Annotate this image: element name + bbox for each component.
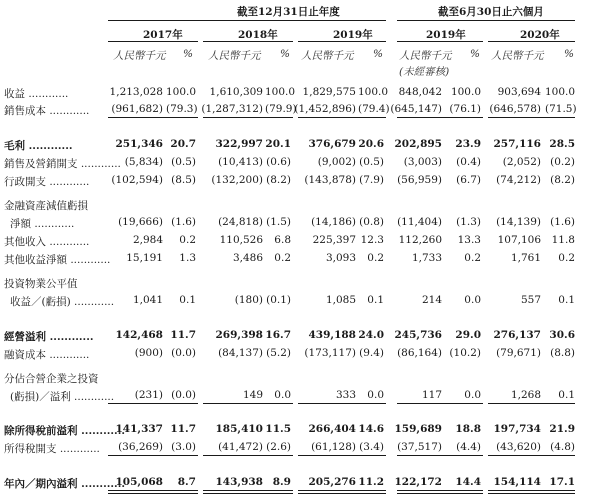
amount-cell: (1,287,312) <box>201 103 263 115</box>
unit-header: 人民幣千元 <box>301 50 354 62</box>
period-header-interim: 截至6月30日止六個月 <box>438 6 544 18</box>
total-rule <box>108 493 198 494</box>
percent-cell: 21.9 <box>549 423 575 435</box>
row-label: 行政開支 ............ <box>4 176 90 188</box>
percent-cell: (8.2) <box>550 174 575 186</box>
percent-cell: (0.1) <box>266 294 291 306</box>
amount-cell: (2,052) <box>502 156 541 168</box>
year-rule <box>108 41 198 42</box>
unaudited-note: (未經審核) <box>399 66 450 78</box>
amount-cell: (645,147) <box>390 103 442 115</box>
unit-header: 人民幣千元 <box>491 50 544 62</box>
percent-cell: 0.1 <box>558 389 575 401</box>
percent-cell: 100.0 <box>166 86 197 98</box>
total-rule <box>397 490 483 491</box>
total-rule <box>397 493 483 494</box>
row-label: 收益 ............ <box>4 88 69 100</box>
row-label: 投資物業公平值 <box>4 278 78 290</box>
percent-cell: (1.3) <box>456 216 481 228</box>
amount-cell: 3,093 <box>325 252 356 264</box>
percent-cell: (1.5) <box>266 216 291 228</box>
percent-cell: (2.6) <box>266 441 291 453</box>
percent-cell: 0.0 <box>274 389 291 401</box>
row-label: 分佔合營企業之投資 <box>4 373 99 385</box>
total-rule <box>488 455 575 456</box>
amount-cell: (19,666) <box>118 216 163 228</box>
total-rule <box>298 455 386 456</box>
amount-cell: (231) <box>134 389 163 401</box>
percent-cell: 18.8 <box>455 423 481 435</box>
amount-cell: 185,410 <box>215 423 263 435</box>
row-label: 收益／(虧損) ............ <box>10 296 115 308</box>
unit-header: % <box>470 48 480 60</box>
year-rule <box>488 41 575 42</box>
percent-cell: 14.4 <box>455 476 481 488</box>
row-label: 融資成本 ............ <box>4 349 90 361</box>
percent-cell: 11.2 <box>358 476 384 488</box>
row-label: 銷售及營銷開支 ............ <box>4 158 121 170</box>
total-rule <box>397 455 483 456</box>
percent-cell: (5.2) <box>266 347 291 359</box>
percent-cell: (1.6) <box>550 216 575 228</box>
amount-cell: (143,878) <box>304 174 356 186</box>
amount-cell: 112,260 <box>398 234 442 246</box>
percent-cell: 0.2 <box>464 252 481 264</box>
amount-cell: 149 <box>242 389 263 401</box>
amount-cell: (86,164) <box>397 347 442 359</box>
amount-cell: (74,212) <box>496 174 541 186</box>
row-label: 除所得稅前溢利 ............ <box>4 425 126 437</box>
unit-header: 人民幣千元 <box>113 50 166 62</box>
percent-cell: (1.6) <box>171 216 196 228</box>
percent-cell: (4.8) <box>550 441 575 453</box>
total-rule <box>203 403 293 404</box>
amount-cell: 143,938 <box>215 476 263 488</box>
row-label: 淨額 ............ <box>10 218 75 230</box>
total-rule <box>108 455 198 456</box>
amount-cell: 105,068 <box>115 476 163 488</box>
amount-cell: 903,694 <box>497 86 541 98</box>
percent-cell: 100.0 <box>265 86 296 98</box>
total-rule <box>108 490 198 491</box>
percent-cell: 0.1 <box>558 294 575 306</box>
amount-cell: 2,984 <box>132 234 163 246</box>
percent-cell: (0.0) <box>171 347 196 359</box>
percent-cell: 12.3 <box>360 234 384 246</box>
amount-cell: 848,042 <box>398 86 442 98</box>
amount-cell: (173,117) <box>304 347 356 359</box>
amount-cell: (10,413) <box>218 156 263 168</box>
unit-header: 人民幣千元 <box>399 50 452 62</box>
amount-cell: 122,172 <box>394 476 442 488</box>
amount-cell: 439,188 <box>308 329 356 341</box>
amount-cell: 1,829,575 <box>302 86 356 98</box>
total-rule <box>203 490 293 491</box>
amount-cell: 266,404 <box>308 423 356 435</box>
percent-cell: (3.4) <box>359 441 384 453</box>
amount-cell: 117 <box>421 389 442 401</box>
amount-cell: (36,269) <box>118 441 163 453</box>
percent-cell: 11.5 <box>265 423 291 435</box>
percent-cell: (8.5) <box>171 174 196 186</box>
amount-cell: (900) <box>134 347 163 359</box>
total-rule <box>203 455 293 456</box>
percent-cell: (79.4) <box>358 103 390 115</box>
amount-cell: (11,404) <box>397 216 442 228</box>
amount-cell: (180) <box>234 294 263 306</box>
amount-cell: (9,002) <box>317 156 356 168</box>
amount-cell: (14,139) <box>496 216 541 228</box>
percent-cell: 11.7 <box>170 329 196 341</box>
percent-cell: 20.6 <box>358 138 384 150</box>
total-rule <box>397 117 483 118</box>
period-header-annual: 截至12月31日止年度 <box>237 6 340 18</box>
row-label: 所得稅開支 ............ <box>4 443 100 455</box>
year-rule <box>298 41 386 42</box>
percent-cell: 0.2 <box>558 252 575 264</box>
amount-cell: 154,114 <box>493 476 541 488</box>
percent-cell: 0.1 <box>367 294 384 306</box>
amount-cell: (61,128) <box>311 441 356 453</box>
percent-cell: 100.0 <box>358 86 389 98</box>
percent-cell: 8.9 <box>272 476 291 488</box>
percent-cell: 8.7 <box>177 476 196 488</box>
year-rule <box>203 41 293 42</box>
total-rule <box>108 403 198 404</box>
amount-cell: 245,736 <box>394 329 442 341</box>
amount-cell: 1,610,309 <box>209 86 263 98</box>
amount-cell: 197,734 <box>493 423 541 435</box>
percent-cell: (0.0) <box>171 389 196 401</box>
annual-period-rule <box>108 20 386 21</box>
amount-cell: 159,689 <box>394 423 442 435</box>
percent-cell: 0.2 <box>179 234 196 246</box>
percent-cell: 11.8 <box>551 234 575 246</box>
percent-cell: (0.4) <box>456 156 481 168</box>
amount-cell: 269,398 <box>215 329 263 341</box>
amount-cell: 3,486 <box>232 252 263 264</box>
amount-cell: 376,679 <box>308 138 356 150</box>
row-label: 銷售成本 ............ <box>4 105 90 117</box>
amount-cell: 1,213,028 <box>109 86 163 98</box>
percent-cell: 28.5 <box>549 138 575 150</box>
amount-cell: (24,818) <box>218 216 263 228</box>
percent-cell: (8.2) <box>266 174 291 186</box>
row-label: 其他收入 ............ <box>4 236 90 248</box>
total-rule <box>298 117 386 118</box>
percent-cell: 0.1 <box>179 294 196 306</box>
percent-cell: (3.0) <box>171 441 196 453</box>
amount-cell: 1,041 <box>132 294 163 306</box>
amount-cell: 205,276 <box>308 476 356 488</box>
amount-cell: (961,682) <box>111 103 163 115</box>
amount-cell: 257,116 <box>493 138 541 150</box>
amount-cell: 251,346 <box>115 138 163 150</box>
amount-cell: (14,186) <box>311 216 356 228</box>
amount-cell: 333 <box>335 389 356 401</box>
total-rule <box>298 490 386 491</box>
percent-cell: 100.0 <box>545 86 576 98</box>
percent-cell: 0.0 <box>464 389 481 401</box>
amount-cell: (79,671) <box>496 347 541 359</box>
total-rule <box>488 117 575 118</box>
amount-cell: (102,594) <box>111 174 163 186</box>
total-rule <box>488 490 575 491</box>
year-header: 2017年 <box>143 29 183 41</box>
amount-cell: (56,959) <box>397 174 442 186</box>
unit-header: % <box>183 48 193 60</box>
row-label: 其他收益淨額 ............ <box>4 254 111 266</box>
unit-header: % <box>280 48 290 60</box>
amount-cell: 142,468 <box>115 329 163 341</box>
percent-cell: 100.0 <box>450 86 481 98</box>
percent-cell: (8.8) <box>550 347 575 359</box>
percent-cell: 23.9 <box>455 138 481 150</box>
amount-cell: 202,895 <box>394 138 442 150</box>
total-rule <box>488 403 575 404</box>
percent-cell: 6.8 <box>274 234 291 246</box>
percent-cell: (9.4) <box>359 347 384 359</box>
amount-cell: (37,517) <box>397 441 442 453</box>
percent-cell: 0.2 <box>274 252 291 264</box>
percent-cell: 13.3 <box>457 234 481 246</box>
percent-cell: 16.7 <box>265 329 291 341</box>
percent-cell: 17.1 <box>549 476 575 488</box>
amount-cell: 225,397 <box>312 234 356 246</box>
amount-cell: (41,472) <box>218 441 263 453</box>
total-rule <box>298 403 386 404</box>
year-header: 2018年 <box>238 29 278 41</box>
amount-cell: 1,761 <box>510 252 541 264</box>
interim-period-rule <box>397 20 575 21</box>
percent-cell: (0.5) <box>359 156 384 168</box>
amount-cell: (3,003) <box>403 156 442 168</box>
year-header: 2019年 <box>426 29 466 41</box>
percent-cell: (10.2) <box>449 347 481 359</box>
percent-cell: (0.8) <box>359 216 384 228</box>
percent-cell: 30.6 <box>549 329 575 341</box>
amount-cell: 15,191 <box>126 252 163 264</box>
unit-header: % <box>564 48 574 60</box>
percent-cell: (0.5) <box>171 156 196 168</box>
unit-header: 人民幣千元 <box>208 50 261 62</box>
percent-cell: 0.0 <box>367 389 384 401</box>
percent-cell: (0.6) <box>266 156 291 168</box>
percent-cell: (71.5) <box>545 103 577 115</box>
percent-cell: (4.4) <box>456 441 481 453</box>
percent-cell: 0.2 <box>367 252 384 264</box>
amount-cell: 557 <box>520 294 541 306</box>
total-rule <box>298 493 386 494</box>
percent-cell: (79.3) <box>166 103 198 115</box>
total-rule <box>488 493 575 494</box>
percent-cell: 14.6 <box>358 423 384 435</box>
percent-cell: 29.0 <box>455 329 481 341</box>
amount-cell: 141,337 <box>115 423 163 435</box>
amount-cell: (646,578) <box>489 103 541 115</box>
amount-cell: (132,200) <box>211 174 263 186</box>
percent-cell: 24.0 <box>358 329 384 341</box>
amount-cell: (1,452,896) <box>294 103 356 115</box>
amount-cell: 107,106 <box>497 234 541 246</box>
total-rule <box>203 493 293 494</box>
percent-cell: (76.1) <box>449 103 481 115</box>
percent-cell: 11.7 <box>170 423 196 435</box>
year-header: 2019年 <box>333 29 373 41</box>
year-header: 2020年 <box>520 29 560 41</box>
amount-cell: (5,834) <box>124 156 163 168</box>
amount-cell: 322,997 <box>215 138 263 150</box>
percent-cell: (6.7) <box>456 174 481 186</box>
total-rule <box>203 117 293 118</box>
amount-cell: (43,620) <box>496 441 541 453</box>
amount-cell: 110,526 <box>219 234 263 246</box>
amount-cell: 1,085 <box>325 294 356 306</box>
row-label: 金融資產減值虧損 <box>4 200 88 212</box>
percent-cell: (79.9) <box>265 103 297 115</box>
row-label: 年內／期內溢利 ............ <box>4 478 126 490</box>
percent-cell: 20.7 <box>170 138 196 150</box>
unit-header: % <box>373 48 383 60</box>
percent-cell: 20.1 <box>265 138 291 150</box>
amount-cell: 214 <box>421 294 442 306</box>
year-rule <box>397 41 483 42</box>
percent-cell: 0.0 <box>464 294 481 306</box>
percent-cell: (7.9) <box>359 174 384 186</box>
amount-cell: 1,733 <box>411 252 442 264</box>
amount-cell: 1,268 <box>510 389 541 401</box>
amount-cell: (84,137) <box>218 347 263 359</box>
percent-cell: 1.3 <box>179 252 196 264</box>
total-rule <box>108 117 198 118</box>
percent-cell: (0.2) <box>550 156 575 168</box>
amount-cell: 276,137 <box>493 329 541 341</box>
total-rule <box>397 403 483 404</box>
row-label: (虧損)／溢利 ............ <box>10 391 115 403</box>
row-label: 毛利 ............ <box>4 140 73 152</box>
row-label: 經營溢利 ............ <box>4 331 94 343</box>
